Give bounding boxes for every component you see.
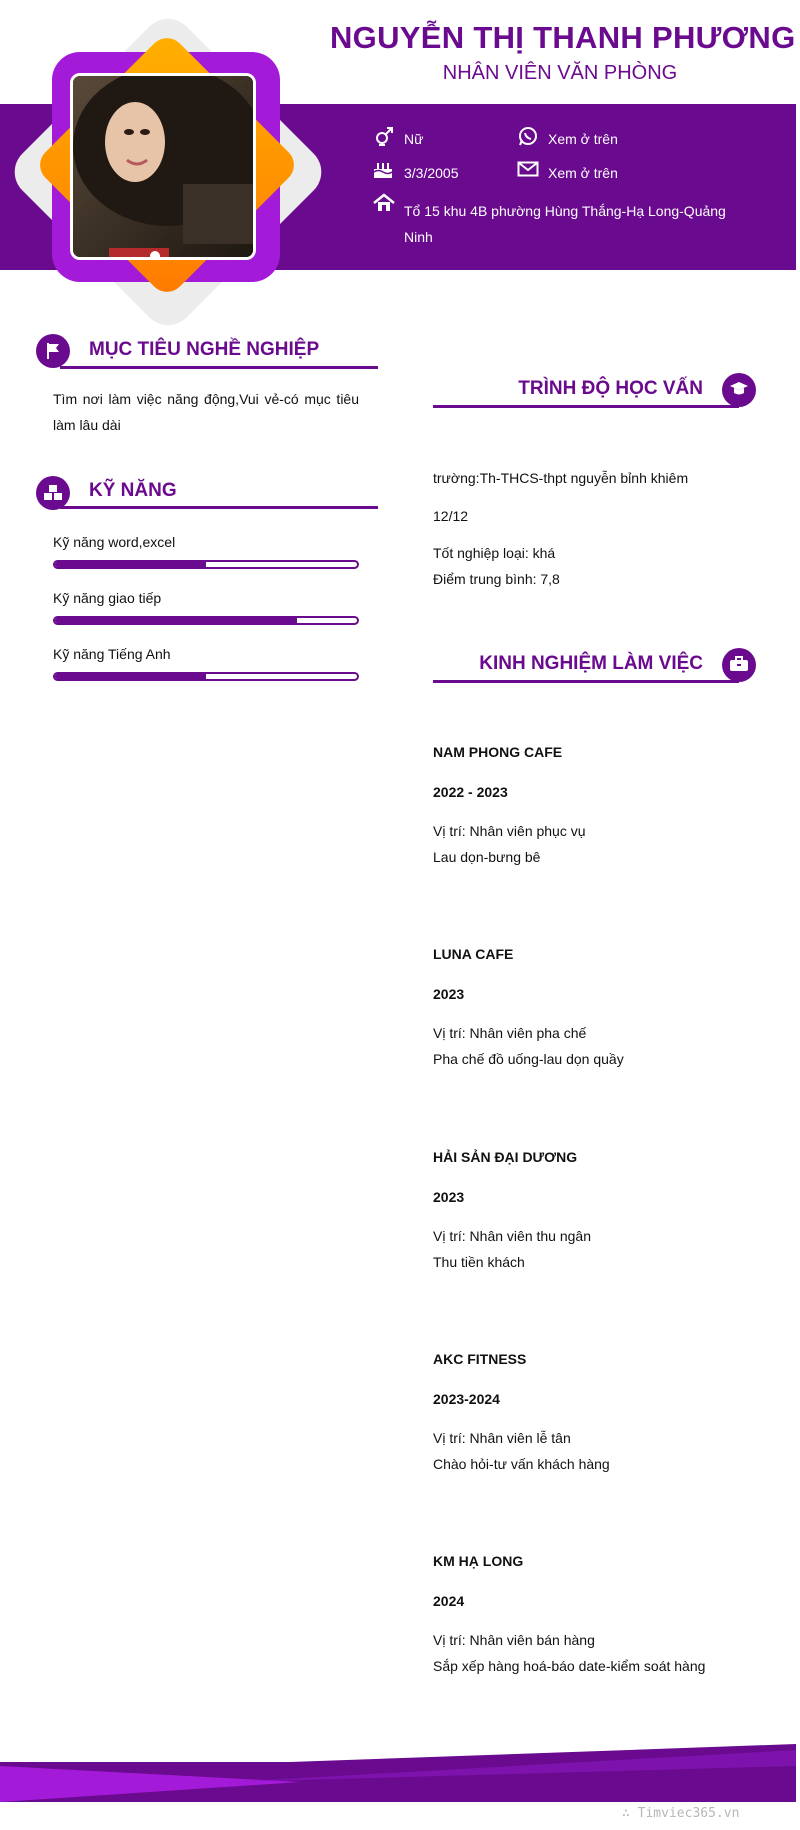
experience-position: Vị trí: Nhân viên lễ tân <box>433 1430 571 1446</box>
education-grade: 12/12 <box>433 508 469 524</box>
email-value: Xem ở trên <box>548 165 618 181</box>
experience-position: Vị trí: Nhân viên thu ngân <box>433 1228 591 1244</box>
education-gpa: Điểm trung bình: 7,8 <box>433 571 560 587</box>
experience-description: Lau dọn-bưng bê <box>433 849 541 865</box>
objective-underline <box>60 366 378 369</box>
skill-label: Kỹ năng word,excel <box>53 534 176 550</box>
skill-bar-fill <box>55 618 297 623</box>
experience-position: Vị trí: Nhân viên phục vụ <box>433 823 586 839</box>
experience-company: LUNA CAFE <box>433 946 514 962</box>
address-line-1: Tổ 15 khu 4B phường Hùng Thắng-Hạ Long-Quảng <box>404 203 726 219</box>
experience-time: 2023-2024 <box>433 1391 500 1407</box>
skill-bar-fill <box>55 562 206 567</box>
watermark-icon: ∴ <box>622 1806 638 1821</box>
education-school: trường:Th-THCS-thpt nguyễn bỉnh khiêm <box>433 470 689 486</box>
footer-decoration <box>0 1742 796 1802</box>
education-rank: Tốt nghiệp loại: khá <box>433 545 556 561</box>
whatsapp-icon <box>517 126 539 146</box>
skill-bar <box>53 560 359 569</box>
briefcase-icon <box>722 648 756 682</box>
job-title: NHÂN VIÊN VĂN PHÒNG <box>442 62 678 84</box>
education-underline <box>433 405 739 408</box>
experience-company: KM HẠ LONG <box>433 1553 524 1569</box>
birthday-cake-icon <box>372 159 394 179</box>
phone-value: Xem ở trên <box>548 131 618 147</box>
birthday-value: 3/3/2005 <box>404 165 459 181</box>
objective-text: Tìm nơi làm việc năng động,Vui vẻ-có mục tiêu làm lâu dài <box>53 391 359 433</box>
gender-value: Nữ <box>404 131 424 147</box>
skill-label: Kỹ năng Tiếng Anh <box>53 646 171 662</box>
skill-label: Kỹ năng giao tiếp <box>53 590 162 606</box>
flag-icon <box>36 334 70 368</box>
watermark-text: Timviec365.vn <box>637 1806 740 1821</box>
skill-bar <box>53 672 359 681</box>
avatar <box>70 73 256 260</box>
experience-company: NAM PHONG CAFE <box>433 744 563 760</box>
candidate-name: NGUYỄN THỊ THANH PHƯƠNG <box>330 20 796 55</box>
skill-bar <box>53 616 359 625</box>
address-value <box>404 198 734 250</box>
skills-title: KỸ NĂNG <box>89 480 177 501</box>
experience-time: 2024 <box>433 1593 465 1609</box>
experience-description: Chào hỏi-tư vấn khách hàng <box>433 1456 610 1472</box>
experience-description: Thu tiền khách <box>433 1254 525 1270</box>
experience-position: Vị trí: Nhân viên bán hàng <box>433 1632 595 1648</box>
graduation-cap-icon <box>722 373 756 407</box>
watermark <box>622 1806 739 1821</box>
experience-time: 2023 <box>433 986 465 1002</box>
experience-company: AKC FITNESS <box>433 1351 527 1367</box>
experience-time: 2022 - 2023 <box>433 784 508 800</box>
experience-position: Vị trí: Nhân viên pha chế <box>433 1025 587 1041</box>
objective-title: MỤC TIÊU NGHỀ NGHIỆP <box>89 339 320 360</box>
experience-company: HẢI SẢN ĐẠI DƯƠNG <box>433 1149 578 1165</box>
cubes-icon <box>36 476 70 510</box>
experience-title: KINH NGHIỆM LÀM VIỆC <box>479 653 703 674</box>
address-line-2: Ninh <box>404 229 433 245</box>
gender-icon <box>374 126 396 146</box>
experience-description: Sắp xếp hàng hoá-báo date-kiểm soát hàng <box>433 1658 706 1674</box>
home-icon <box>373 193 395 213</box>
envelope-icon <box>517 159 539 179</box>
skill-bar-fill <box>55 674 206 679</box>
skills-underline <box>60 506 378 509</box>
experience-description: Pha chế đồ uống-lau dọn quầy <box>433 1051 624 1067</box>
experience-time: 2023 <box>433 1189 465 1205</box>
experience-underline <box>433 680 739 683</box>
education-title: TRÌNH ĐỘ HỌC VẤN <box>518 378 703 399</box>
